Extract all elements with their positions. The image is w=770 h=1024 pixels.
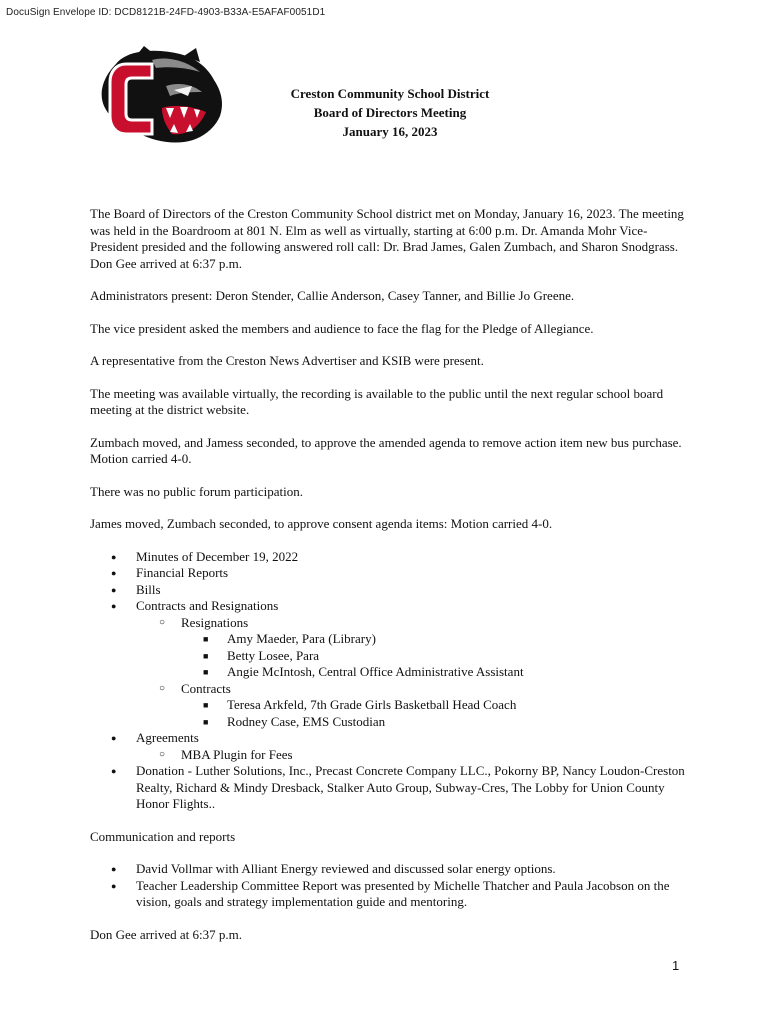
consent-motion-paragraph: James moved, Zumbach seconded, to approve consent agenda items: Motion carried 4-0. bbox=[90, 516, 553, 531]
meeting-date: January 16, 2023 bbox=[342, 124, 438, 139]
docusign-envelope-id: DocuSign Envelope ID: DCD8121B-24FD-4903-B33A-E5AFAF0051D1 bbox=[6, 7, 326, 18]
list-item: ● Minutes of December 19, 2022 bbox=[90, 549, 685, 566]
list-item bbox=[136, 615, 685, 681]
contracts-list bbox=[181, 697, 685, 730]
communication-list bbox=[90, 861, 685, 911]
list-item bbox=[136, 681, 685, 731]
list-item: ● Donation - Luther Solutions, Inc., Precast Concrete Company LLC., Pokorny BP, Nancy Loudon-Creston Realty, Richard & Mindy Dresback, Stalker Auto Group, Subway-Cres, The Lobby for Union County Honor Flights.. bbox=[90, 763, 685, 813]
opening-paragraph: The Board of Directors of the Creston Community School district met on Monday, January 16, 2023. The meeting was held in the Boardroom at 801 N. Elm as well as virtually, starting at 6:00 p.m. Dr. Amanda Mohr Vice-President presided and the following answered roll call: Dr. Brad James, Galen Zumbach, and Sharon Snodgrass. Don Gee arrived at 6:37 p.m. bbox=[90, 206, 684, 271]
resignations-list bbox=[181, 631, 685, 681]
press-paragraph: A representative from the Creston News Advertiser and KSIB were present. bbox=[90, 353, 484, 368]
contracts-resignations-sublist bbox=[136, 615, 685, 731]
district-name: Creston Community School District bbox=[290, 86, 490, 101]
list-item: ● Teacher Leadership Committee Report was presented by Michelle Thatcher and Paula Jacobson on the vision, goals and strategy implementation guide and mentoring. bbox=[90, 878, 685, 911]
consent-agenda-list bbox=[90, 549, 685, 813]
minutes-body bbox=[90, 206, 685, 959]
list-item: ○ MBA Plugin for Fees bbox=[136, 747, 685, 764]
list-item bbox=[90, 730, 685, 763]
resignations-label: Resignations bbox=[181, 614, 249, 630]
document-header bbox=[250, 84, 530, 141]
list-item: ■ Angie McIntosh, Central Office Administrative Assistant bbox=[181, 664, 685, 681]
virtual-paragraph: The meeting was available virtually, the recording is available to the public until the next regular school board meeting at the district website. bbox=[90, 385, 664, 417]
public-forum-paragraph: There was no public forum participation. bbox=[90, 483, 303, 499]
pledge-paragraph: The vice president asked the members and audience to face the flag for the Pledge of Allegiance. bbox=[90, 320, 594, 336]
agreements-list bbox=[136, 747, 685, 764]
list-item: ■ Amy Maeder, Para (Library) bbox=[181, 631, 685, 648]
meeting-title: Board of Directors Meeting bbox=[313, 105, 467, 120]
agenda-motion-paragraph: Zumbach moved, and Jamess seconded, to approve the amended agenda to remove action item new bus purchase. Motion carried 4-0. bbox=[90, 434, 682, 466]
contracts-label: Contracts bbox=[181, 680, 231, 696]
list-item: ● Financial Reports bbox=[90, 565, 685, 582]
list-item: ■ Teresa Arkfeld, 7th Grade Girls Basketball Head Coach bbox=[181, 697, 685, 714]
list-item: ■ Betty Losee, Para bbox=[181, 648, 685, 665]
list-item: ● David Vollmar with Alliant Energy reviewed and discussed solar energy options. bbox=[90, 861, 685, 878]
panther-c-logo-icon bbox=[96, 46, 228, 148]
contracts-resignations-label: Contracts and Resignations bbox=[136, 598, 279, 613]
closing-paragraph: Don Gee arrived at 6:37 p.m. bbox=[90, 926, 242, 942]
agreements-label: Agreements bbox=[136, 730, 199, 745]
communication-heading: Communication and reports bbox=[90, 828, 236, 844]
list-item: ● Bills bbox=[90, 582, 685, 599]
page-number: 1 bbox=[672, 958, 680, 973]
administrators-paragraph: Administrators present: Deron Stender, Callie Anderson, Casey Tanner, and Billie Jo Greene. bbox=[90, 288, 575, 303]
list-item: ■ Rodney Case, EMS Custodian bbox=[181, 714, 685, 731]
list-item bbox=[90, 598, 685, 730]
